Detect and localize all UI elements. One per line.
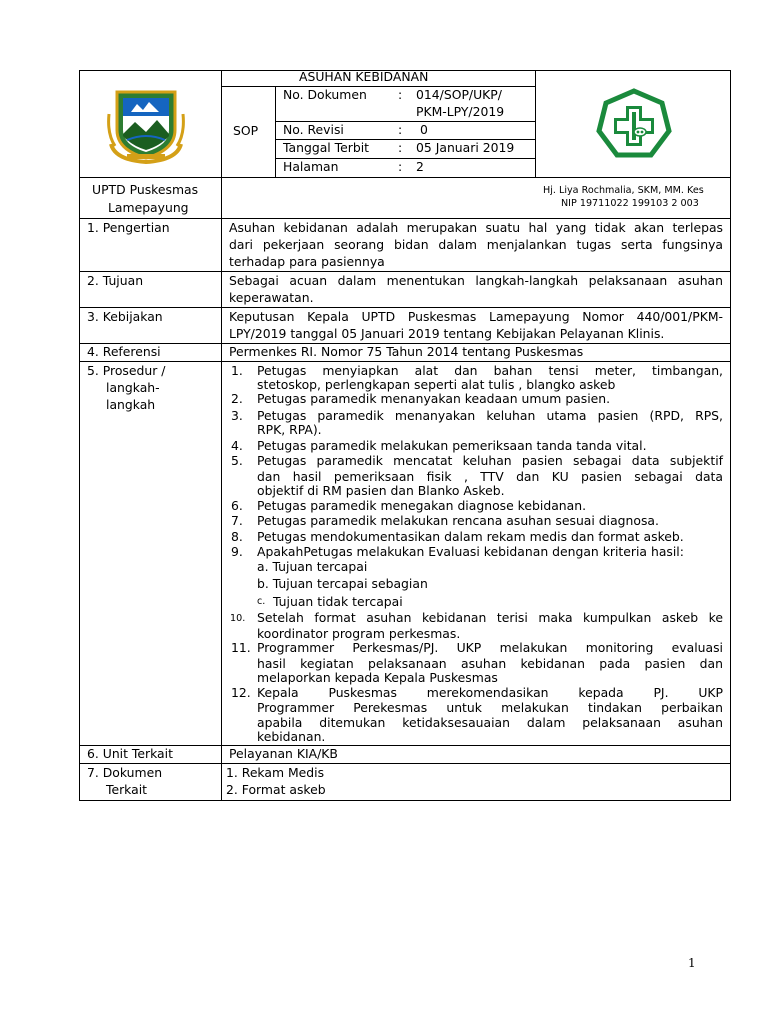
text-line: terhadap para pasiennya xyxy=(229,254,385,269)
section-text-referensi: Permenkes RI. Nomor 75 Tahun 2014 tentang Puskesmas xyxy=(229,344,584,359)
org-name-line2: Lamepayung xyxy=(108,200,189,215)
step-text xyxy=(257,686,723,744)
step-text: Petugas paramedik melakukan rencana asuhan sesuai diagnosa. xyxy=(257,513,659,528)
puskesmas-logo xyxy=(596,88,672,164)
section-text-unit-terkait: Pelayanan KIA/KB xyxy=(229,746,338,761)
step-text xyxy=(257,641,723,685)
field-value-tanggal-terbit: 05 Januari 2019 xyxy=(416,140,515,155)
step-number: 7. xyxy=(231,513,243,528)
document-title: ASUHAN KEBIDANAN xyxy=(299,69,429,84)
field-sep-no-revisi: : xyxy=(398,122,403,137)
field-label-tanggal-terbit: Tanggal Terbit xyxy=(283,140,370,155)
field-value-no-dokumen-cont: PKM-LPY/2019 xyxy=(416,104,505,119)
text-line: Setelah format asuhan kebidanan terisi maka kumpulkan askeb ke xyxy=(257,610,723,625)
step-text xyxy=(257,364,723,392)
section-label-dokumen-terkait: Terkait xyxy=(106,782,148,797)
text-line: melaporkan kepada Kepala Puskesmas xyxy=(257,670,498,685)
text-line: Petugas menyiapkan alat dan bahan tensi meter, timbangan, xyxy=(257,363,723,378)
step-number: 8. xyxy=(231,529,243,544)
text-line: RPK, RPA). xyxy=(257,422,322,437)
text-line: koordinator program perkesmas. xyxy=(257,626,461,641)
step-number: 6. xyxy=(231,498,243,513)
section-text-tujuan xyxy=(229,274,723,305)
step-text: Petugas mendokumentasikan dalam rekam medis dan format askeb. xyxy=(257,529,684,544)
text-line: dan hasil pemeriksaan fisik , TTV dan KU pasien sebagai data xyxy=(257,469,723,484)
text-line: Sebagai acuan dalam menentukan langkah-langkah pelaksanaan asuhan xyxy=(229,273,723,288)
field-sep-no-dokumen: : xyxy=(398,87,403,102)
text-line: Petugas paramedik mencatat keluhan pasien sebagai data subjektif xyxy=(257,453,723,468)
section-label-tujuan: 2. Tujuan xyxy=(87,273,144,288)
section-label-unit-terkait: 6. Unit Terkait xyxy=(87,746,173,761)
step-text: Petugas paramedik menanyakan keadaan umum pasien. xyxy=(257,391,611,406)
sub-item-letter: c. xyxy=(257,596,266,607)
step-number: 10. xyxy=(230,613,246,624)
document-item: 1. Rekam Medis xyxy=(226,765,325,780)
sub-item: a. Tujuan tercapai xyxy=(257,559,368,574)
text-line: Programmer Perekesmas untuk melakukan tindakan perbaikan xyxy=(257,700,723,715)
text-line: apabila ditemukan ketidaksesauaian dalam pelaksanaan asuhan xyxy=(257,715,723,730)
text-line: Programmer Perkesmas/PJ. UKP melakukan monitoring evaluasi xyxy=(257,640,723,655)
page-number: 1 xyxy=(688,956,696,970)
step-number: 12. xyxy=(231,685,251,700)
sub-item: b. Tujuan tercapai sebagian xyxy=(257,576,428,591)
section-label-pengertian: 1. Pengertian xyxy=(87,220,170,235)
text-line: stetoskop, perlengkapan seperti alat tulis , blangko askeb xyxy=(257,377,616,392)
text-line: keperawatan. xyxy=(229,290,314,305)
step-text: ApakahPetugas melakukan Evaluasi kebidanan dengan kriteria hasil: xyxy=(257,544,684,559)
step-number: 4. xyxy=(231,438,243,453)
step-number: 1. xyxy=(231,363,243,378)
signer-name: Hj. Liya Rochmalia, SKM, MM. Kes xyxy=(543,185,704,196)
sub-item: Tujuan tidak tercapai xyxy=(273,594,403,609)
step-text xyxy=(257,611,723,641)
step-number: 11. xyxy=(231,640,251,655)
step-text xyxy=(257,454,723,498)
regency-emblem xyxy=(105,84,187,166)
field-value-halaman: 2 xyxy=(416,159,424,174)
text-line: kebidanan. xyxy=(257,729,326,744)
text-line: dari pekerjaan seorang bidan dalam menjalankan tugas serta fungsinya xyxy=(229,237,723,252)
field-label-no-revisi: No. Revisi xyxy=(283,122,344,137)
field-value-no-revisi: 0 xyxy=(420,122,428,137)
section-label-dokumen-terkait: 7. Dokumen xyxy=(87,765,163,780)
text-line: Kepala Puskesmas merekomendasikan kepada PJ. UKP xyxy=(257,685,723,700)
section-label-prosedur: langkah- xyxy=(106,380,160,395)
section-label-prosedur: langkah xyxy=(106,397,156,412)
field-value-no-dokumen: 014/SOP/UKP/ xyxy=(416,87,502,102)
section-label-referensi: 4. Referensi xyxy=(87,344,161,359)
step-number: 2. xyxy=(231,391,243,406)
section-text-kebijakan xyxy=(229,310,723,341)
section-label-prosedur: 5. Prosedur / xyxy=(87,363,166,378)
text-line: LPY/2019 tanggal 05 Januari 2019 tentang Kebijakan Pelayanan Klinis. xyxy=(229,326,665,341)
sop-label: SOP xyxy=(233,123,259,138)
step-number: 9. xyxy=(231,544,243,559)
field-sep-halaman: : xyxy=(398,159,403,174)
text-line: objektif di RM pasien dan Blanko Askeb. xyxy=(257,483,505,498)
step-number: 3. xyxy=(231,408,243,423)
document-item: 2. Format askeb xyxy=(226,782,326,797)
step-text xyxy=(257,409,723,437)
section-text-pengertian xyxy=(229,221,723,269)
text-line: Keputusan Kepala UPTD Puskesmas Lamepayung Nomor 440/001/PKM- xyxy=(229,309,723,324)
field-label-halaman: Halaman xyxy=(283,159,339,174)
org-name-line1: UPTD Puskesmas xyxy=(92,182,199,197)
step-text: Petugas paramedik melakukan pemeriksaan tanda tanda vital. xyxy=(257,438,647,453)
text-line: Petugas paramedik menanyakan keluhan utama pasien (RPD, RPS, xyxy=(257,408,723,423)
text-line: hasil kegiatan pelaksanaan asuhan kebidanan pada pasien dan xyxy=(257,656,723,671)
signer-nip: NIP 19711022 199103 2 003 xyxy=(561,198,699,209)
field-sep-tanggal-terbit: : xyxy=(398,140,403,155)
step-number: 5. xyxy=(231,453,243,468)
field-label-no-dokumen: No. Dokumen xyxy=(283,87,367,102)
section-label-kebijakan: 3. Kebijakan xyxy=(87,309,163,324)
step-text: Petugas paramedik menegakan diagnose kebidanan. xyxy=(257,498,587,513)
text-line: Asuhan kebidanan adalah merupakan suatu hal yang tidak akan terlepas xyxy=(229,220,723,235)
